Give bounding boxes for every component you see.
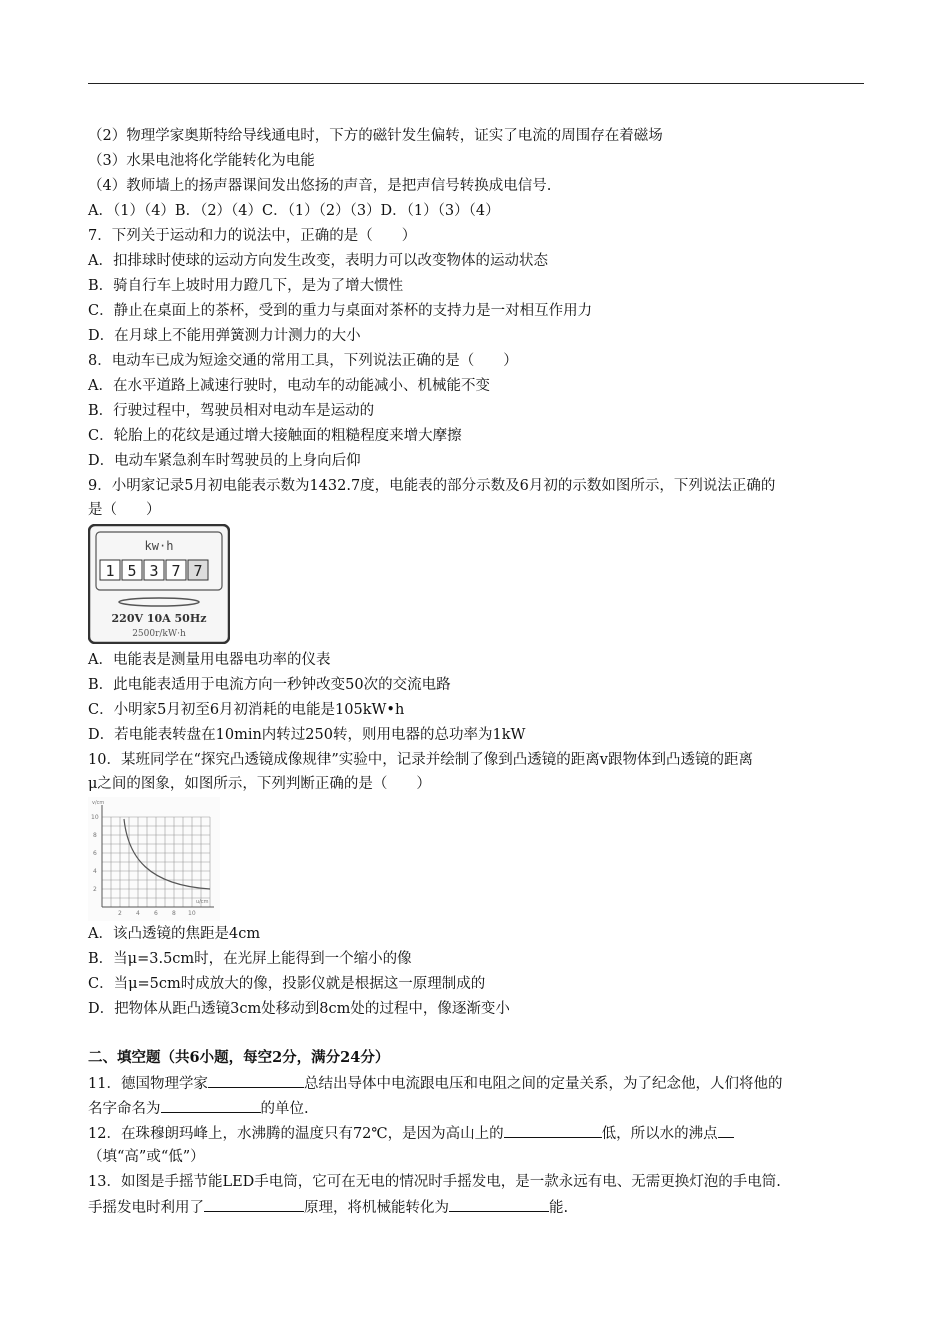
q9-option-a: A．电能表是测量用电器电功率的仪表 <box>88 652 331 668</box>
graph-xtick: 10 <box>188 910 196 917</box>
meter-spec: 220V 10A 50Hz <box>111 612 207 625</box>
q9-stem-line1: 9．小明家记录5月初电能表示数为1432.7度，电能表的部分示数及6月初的示数如图所示，下列说法正确的 <box>88 478 776 494</box>
meter-unit: kw·h <box>144 539 174 553</box>
statement-2: （2）物理学家奥斯特给导线通电时，下方的磁针发生偏转，证实了电流的周围存在着磁场 <box>88 128 663 144</box>
q11-text: 总结出导体中电流跟电压和电阻之间的定量关系，为了纪念他，人们将他的 <box>303 1076 783 1092</box>
q10-stem-line2: μ之间的图象，如图所示，下列判断正确的是（ ） <box>88 776 431 792</box>
q13-line2 <box>88 1197 568 1218</box>
q7-option-b: B．骑自行车上坡时用力蹬几下，是为了增大惯性 <box>88 278 404 294</box>
q7-option-a: A．扣排球时使球的运动方向发生改变，表明力可以改变物体的运动状态 <box>88 253 548 269</box>
q7-stem: 7．下列关于运动和力的说法中，正确的是（ ） <box>88 228 417 244</box>
statement-3: （3）水果电池将化学能转化为电能 <box>88 153 315 169</box>
q8-option-a: A．在水平道路上减速行驶时，电动车的动能减小、机械能不变 <box>88 378 490 394</box>
graph-xtick: 2 <box>118 910 122 917</box>
q8-stem: 8．电动车已成为短途交通的常用工具，下列说法正确的是（ ） <box>88 353 518 369</box>
q8-option-c: C．轮胎上的花纹是通过增大接触面的粗糙程度来增大摩擦 <box>88 428 462 444</box>
graph-ytick: 10 <box>91 814 99 821</box>
graph-xlabel: u/cm <box>196 899 209 905</box>
q10-option-a: A．该凸透镜的焦距是4cm <box>88 926 261 942</box>
q12-blank-1[interactable] <box>504 1123 602 1138</box>
graph-ytick: 2 <box>93 886 97 893</box>
q11-blank-2[interactable] <box>161 1098 261 1113</box>
q9-stem-line2: 是（ ） <box>88 502 161 518</box>
q12-line2: （填“高”或“低”） <box>88 1149 205 1165</box>
q10-option-d: D．把物体从距凸透镜3cm处移动到8cm处的过程中，像逐渐变小 <box>88 1001 510 1017</box>
q8-option-b: B．行驶过程中，驾驶员相对电动车是运动的 <box>88 403 375 419</box>
graph-xtick: 6 <box>154 910 158 917</box>
q13-text: 手摇发电时利用了 <box>88 1200 204 1216</box>
meter-digit-5: 7 <box>193 562 203 580</box>
meter-digit-1: 1 <box>105 562 115 580</box>
q11-blank-1[interactable] <box>208 1073 304 1088</box>
q12-blank-2[interactable] <box>718 1123 734 1138</box>
statement-4: （4）教师墙上的扬声器课间发出悠扬的声音，是把声信号转换成电信号. <box>88 178 552 194</box>
meter-digit-2: 5 <box>127 562 137 580</box>
graph-ylabel: v/cm <box>92 800 105 806</box>
q12-line1 <box>88 1123 734 1144</box>
q7-option-c: C．静止在桌面上的茶杯，受到的重力与桌面对茶杯的支持力是一对相互作用力 <box>88 303 593 319</box>
q11-line1 <box>88 1073 782 1094</box>
q13-text: 能. <box>549 1200 569 1216</box>
q8-option-d: D．电动车紧急刹车时驾驶员的上身向后仰 <box>88 453 361 469</box>
section-2-heading: 二、填空题（共6小题，每空2分，满分24分） <box>88 1049 390 1066</box>
q13-blank-2[interactable] <box>449 1197 549 1212</box>
q10-stem-line1: 10．某班同学在“探究凸透镜成像规律”实验中，记录并绘制了像到凸透镜的距离v跟物体到凸透镜的距离 <box>88 752 753 768</box>
q7-option-d: D．在月球上不能用弹簧测力计测力的大小 <box>88 328 361 344</box>
lens-graph-figure <box>88 797 220 921</box>
q12-text: 低，所以水的沸点 <box>601 1126 718 1142</box>
q11-text: 11．德国物理学家 <box>88 1076 208 1092</box>
q6-options: A．（1）（4）B．（2）（4）C．（1）（2）（3）D．（1）（3）（4） <box>88 203 500 219</box>
q12-text: 12．在珠穆朗玛峰上，水沸腾的温度只有72℃，是因为高山上的 <box>88 1126 504 1142</box>
graph-ytick: 6 <box>93 850 97 857</box>
q10-option-b: B．当μ=3.5cm时，在光屏上能得到一个缩小的像 <box>88 951 412 967</box>
q9-option-d: D．若电能表转盘在10min内转过250转，则用电器的总功率为1kW <box>88 727 526 743</box>
q13-line1: 13．如图是手摇节能LED手电筒，它可在无电的情况时手摇发电，是一款永远有电、无需更换灯泡的手电筒. <box>88 1174 781 1190</box>
graph-xtick: 4 <box>136 910 140 917</box>
q10-option-c: C．当μ=5cm时成放大的像，投影仪就是根据这一原理制成的 <box>88 976 486 992</box>
q13-text: 原理，将机械能转化为 <box>304 1200 449 1216</box>
graph-ytick: 4 <box>93 868 97 875</box>
electric-meter-figure <box>88 524 230 644</box>
header-rule <box>88 83 864 84</box>
q11-text: 名字命名为 <box>88 1101 161 1117</box>
meter-digit-4: 7 <box>171 562 181 580</box>
q9-option-c: C．小明家5月初至6月初消耗的电能是105kW•h <box>88 702 405 718</box>
graph-ytick: 8 <box>93 832 97 839</box>
q11-line2 <box>88 1098 309 1119</box>
q9-option-b: B．此电能表适用于电流方向一秒钟改变50次的交流电路 <box>88 677 451 693</box>
meter-digit-3: 3 <box>149 562 159 580</box>
graph-xtick: 8 <box>172 910 176 917</box>
meter-rev: 2500r/kW·h <box>132 629 186 639</box>
q13-blank-1[interactable] <box>204 1197 304 1212</box>
q11-text: 的单位. <box>260 1101 309 1117</box>
